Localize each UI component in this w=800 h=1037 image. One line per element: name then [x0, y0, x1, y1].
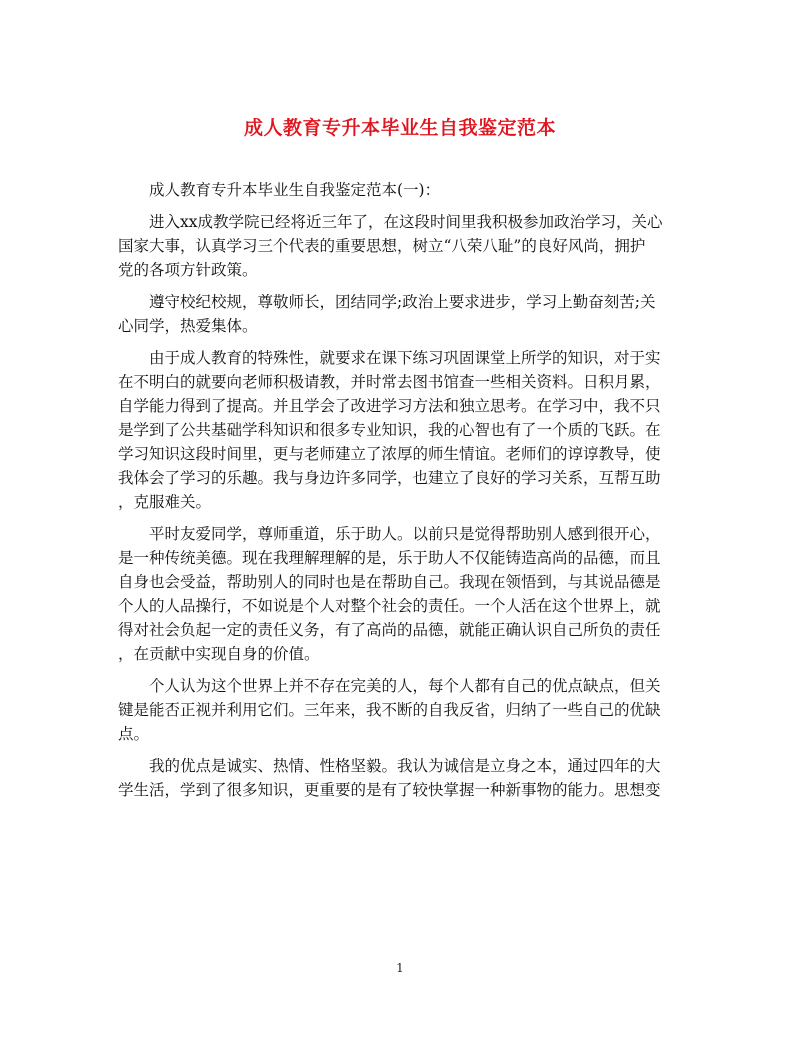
text-line: 个人的人品操行，不如说是个人对整个社会的责任。一个人活在这个世界上，就: [118, 597, 661, 615]
paragraph-gap: [118, 202, 670, 210]
paragraph-gap: [118, 282, 670, 290]
text-line: 自身也会受益，帮助别人的同时也是在帮助自己。我现在领悟到，与其说品德是: [118, 573, 661, 591]
paragraph-gap: [118, 514, 670, 522]
paragraph: [118, 178, 670, 202]
text-line: 遵守校纪校规，尊敬师长，团结同学;政治上要求进步，学习上勤奋刻苦;关: [149, 293, 656, 311]
text-line: 是学到了公共基础学科知识和很多专业知识，我的心智也有了一个质的飞跃。在: [118, 421, 661, 439]
document-title: 成人教育专升本毕业生自我鉴定范本: [243, 117, 556, 139]
paragraph: [118, 210, 670, 282]
text-line: 学生活，学到了很多知识，更重要的是有了较快掌握一种新事物的能力。思想变: [118, 781, 661, 799]
page-number: 1: [396, 961, 404, 975]
text-line: 点。: [118, 725, 150, 743]
paragraph: [118, 522, 670, 666]
paragraph: [118, 290, 670, 338]
text-line: 成人教育专升本毕业生自我鉴定范本(一)：: [149, 181, 441, 199]
text-line: 键是能否正视并利用它们。三年来，我不断的自我反省，归纳了一些自己的优缺: [118, 701, 661, 719]
paragraph: [118, 674, 670, 746]
text-line: 党的各项方针政策。: [118, 261, 258, 279]
text-line: 我体会了学习的乐趣。我与身边许多同学，也建立了良好的学习关系，互帮互助: [118, 469, 661, 487]
text-line: ，克服难关。: [118, 493, 212, 511]
text-line: 心同学，热爱集体。: [118, 317, 258, 335]
text-line: 学习知识这段时间里，更与老师建立了浓厚的师生情谊。老师们的谆谆教导，使: [118, 445, 661, 463]
text-line: 得对社会负起一定的责任义务，有了高尚的品德，就能正确认识自己所负的责任: [118, 621, 661, 639]
text-line: ，在贡献中实现自身的价值。: [118, 645, 320, 663]
text-line: 是一种传统美德。现在我理解理解的是，乐于助人不仅能铸造高尚的品德，而且: [118, 549, 661, 567]
document-body: [118, 178, 670, 802]
text-line: 自学能力得到了提高。并且学会了改进学习方法和独立思考。在学习中，我不只: [118, 397, 661, 415]
text-line: 平时友爱同学，尊师重道，乐于助人。以前只是觉得帮助别人感到很开心，: [149, 525, 661, 543]
paragraph: [118, 346, 670, 514]
paragraph: [118, 754, 670, 802]
text-line: 个人认为这个世界上并不存在完美的人，每个人都有自己的优点缺点，但关: [149, 677, 661, 695]
paragraph-gap: [118, 666, 670, 674]
text-line: 由于成人教育的特殊性，就要求在课下练习巩固课堂上所学的知识，对于实: [149, 349, 661, 367]
text-line: 我的优点是诚实、热情、性格坚毅。我认为诚信是立身之本，通过四年的大: [149, 757, 661, 775]
paragraph-gap: [118, 746, 670, 754]
text-line: 在不明白的就要向老师积极请教，并时常去图书馆查一些相关资料。日积月累，: [118, 373, 661, 391]
paragraph-gap: [118, 338, 670, 346]
text-line: 国家大事，认真学习三个代表的重要思想，树立“八荣八耻”的良好风尚，拥护: [118, 237, 646, 255]
text-line: 进入xx成教学院已经将近三年了，在这段时间里我积极参加政治学习，关心: [149, 213, 663, 231]
